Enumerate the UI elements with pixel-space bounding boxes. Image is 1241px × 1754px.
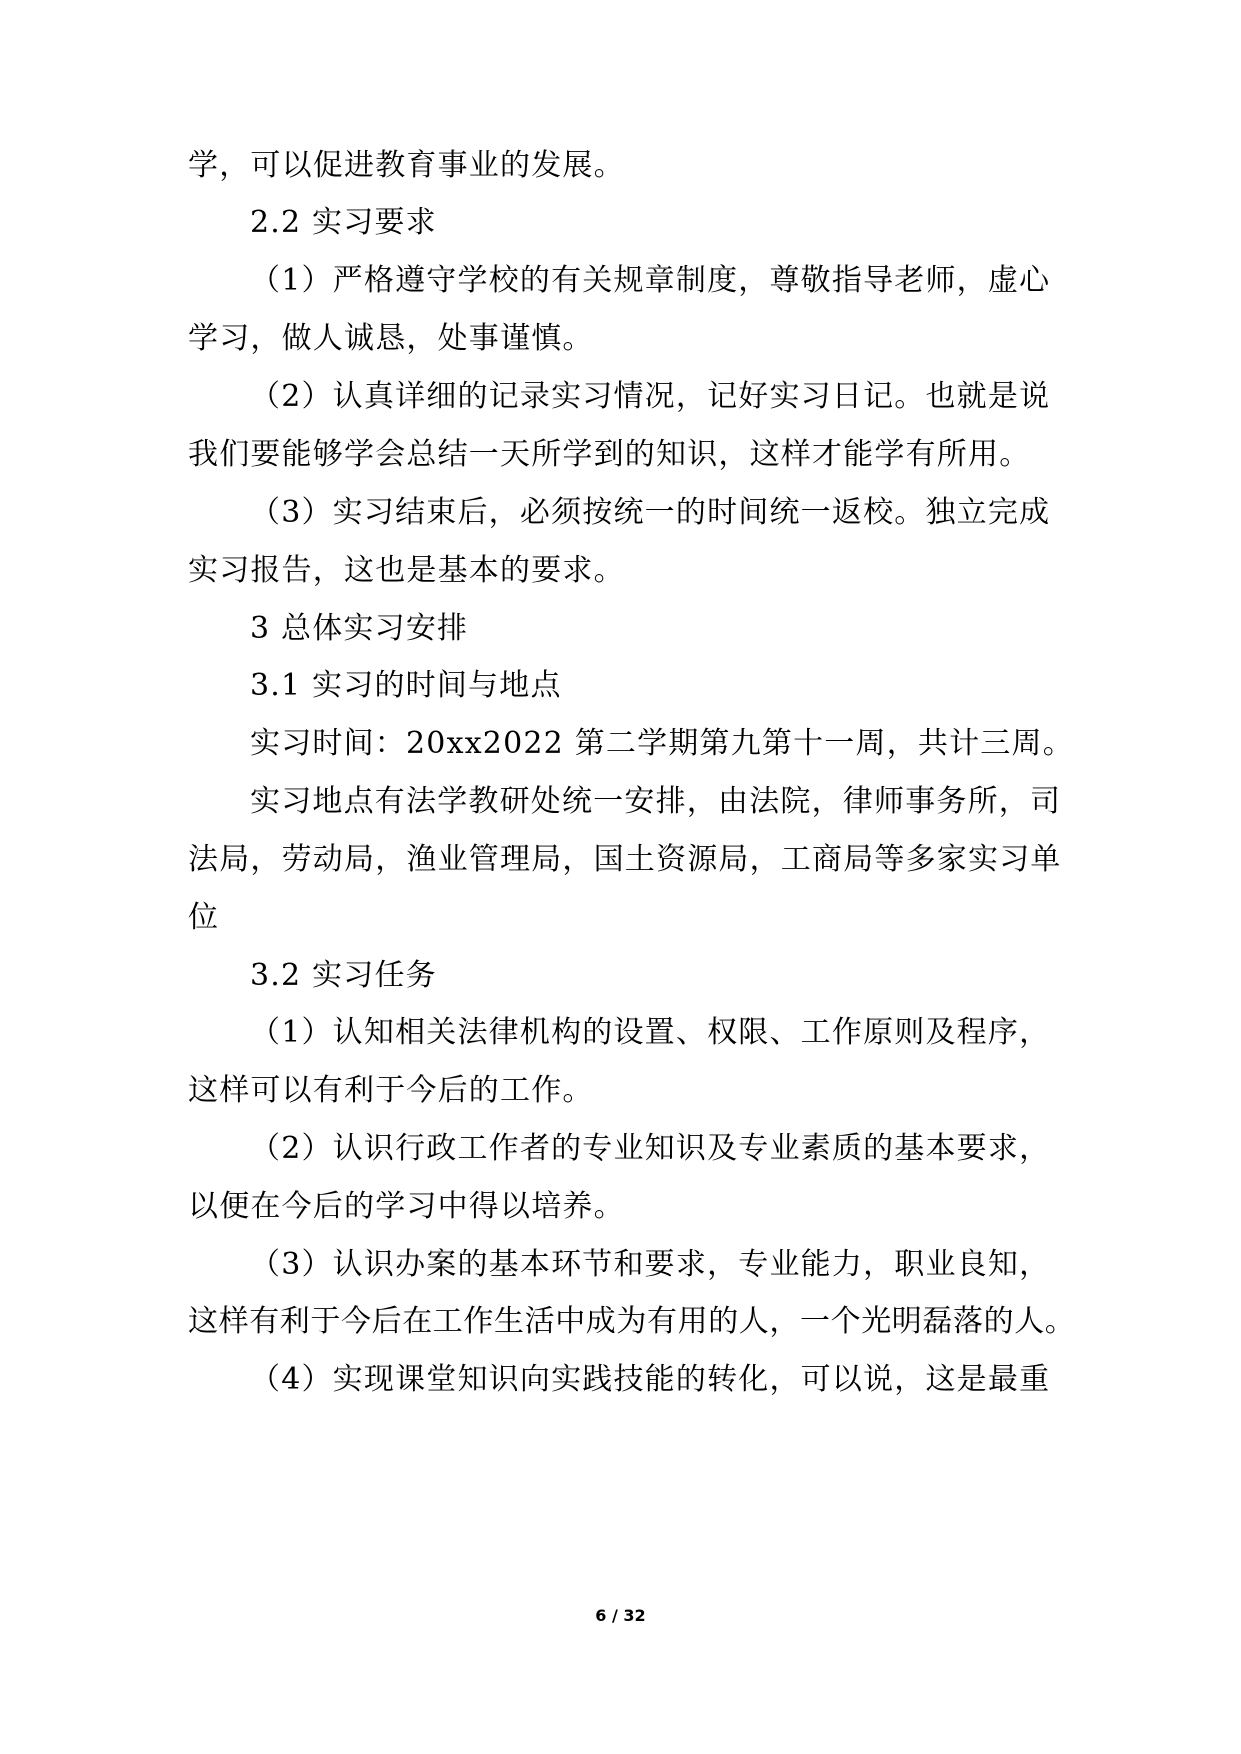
section-heading: 3.2 实习任务 xyxy=(250,958,437,993)
list-item-line: （3）认识办案的基本环节和要求，专业能力，职业良知， xyxy=(250,1247,1051,1282)
body-text-line: 以便在今后的学习中得以培养。 xyxy=(188,1189,625,1224)
list-item-line: （1）认知相关法律机构的设置、权限、工作原则及程序， xyxy=(250,1015,1051,1050)
body-text-line: 实习报告，这也是基本的要求。 xyxy=(188,553,625,588)
body-text-line: 我们要能够学会总结一天所学到的知识，这样才能学有所用。 xyxy=(188,437,1031,472)
body-text-line: 这样有利于今后在工作生活中成为有用的人，一个光明磊落的人。 xyxy=(188,1304,1076,1339)
section-heading: 3 总体实习安排 xyxy=(250,611,469,646)
section-heading: 2.2 实习要求 xyxy=(250,205,437,240)
list-item-line: （1）严格遵守学校的有关规章制度，尊敬指导老师，虚心 xyxy=(250,263,1051,298)
list-item-line: （3）实习结束后，必须按统一的时间统一返校。独立完成 xyxy=(250,495,1051,530)
page-number: 6 / 32 xyxy=(595,1606,646,1625)
body-text-line: 学习，做人诚恳，处事谨慎。 xyxy=(188,321,594,356)
body-text-line: 这样可以有利于今后的工作。 xyxy=(188,1073,594,1108)
list-item-line: （2）认真详细的记录实习情况，记好实习日记。也就是说 xyxy=(250,379,1051,414)
body-text-line: 实习地点有法学教研处统一安排，由法院，律师事务所，司 xyxy=(250,784,1062,819)
section-heading: 3.1 实习的时间与地点 xyxy=(250,668,562,703)
list-item-line: （4）实现课堂知识向实践技能的转化，可以说，这是最重 xyxy=(250,1362,1051,1397)
body-text-line: 位 xyxy=(188,900,220,935)
body-text-line: 实习时间：20xx2022 第二学期第九第十一周，共计三周。 xyxy=(250,726,1074,761)
body-text-line: 法局，劳动局，渔业管理局，国土资源局，工商局等多家实习单 xyxy=(188,842,1062,877)
list-item-line: （2）认识行政工作者的专业知识及专业素质的基本要求， xyxy=(250,1131,1051,1166)
body-text-line: 学，可以促进教育事业的发展。 xyxy=(188,148,625,183)
